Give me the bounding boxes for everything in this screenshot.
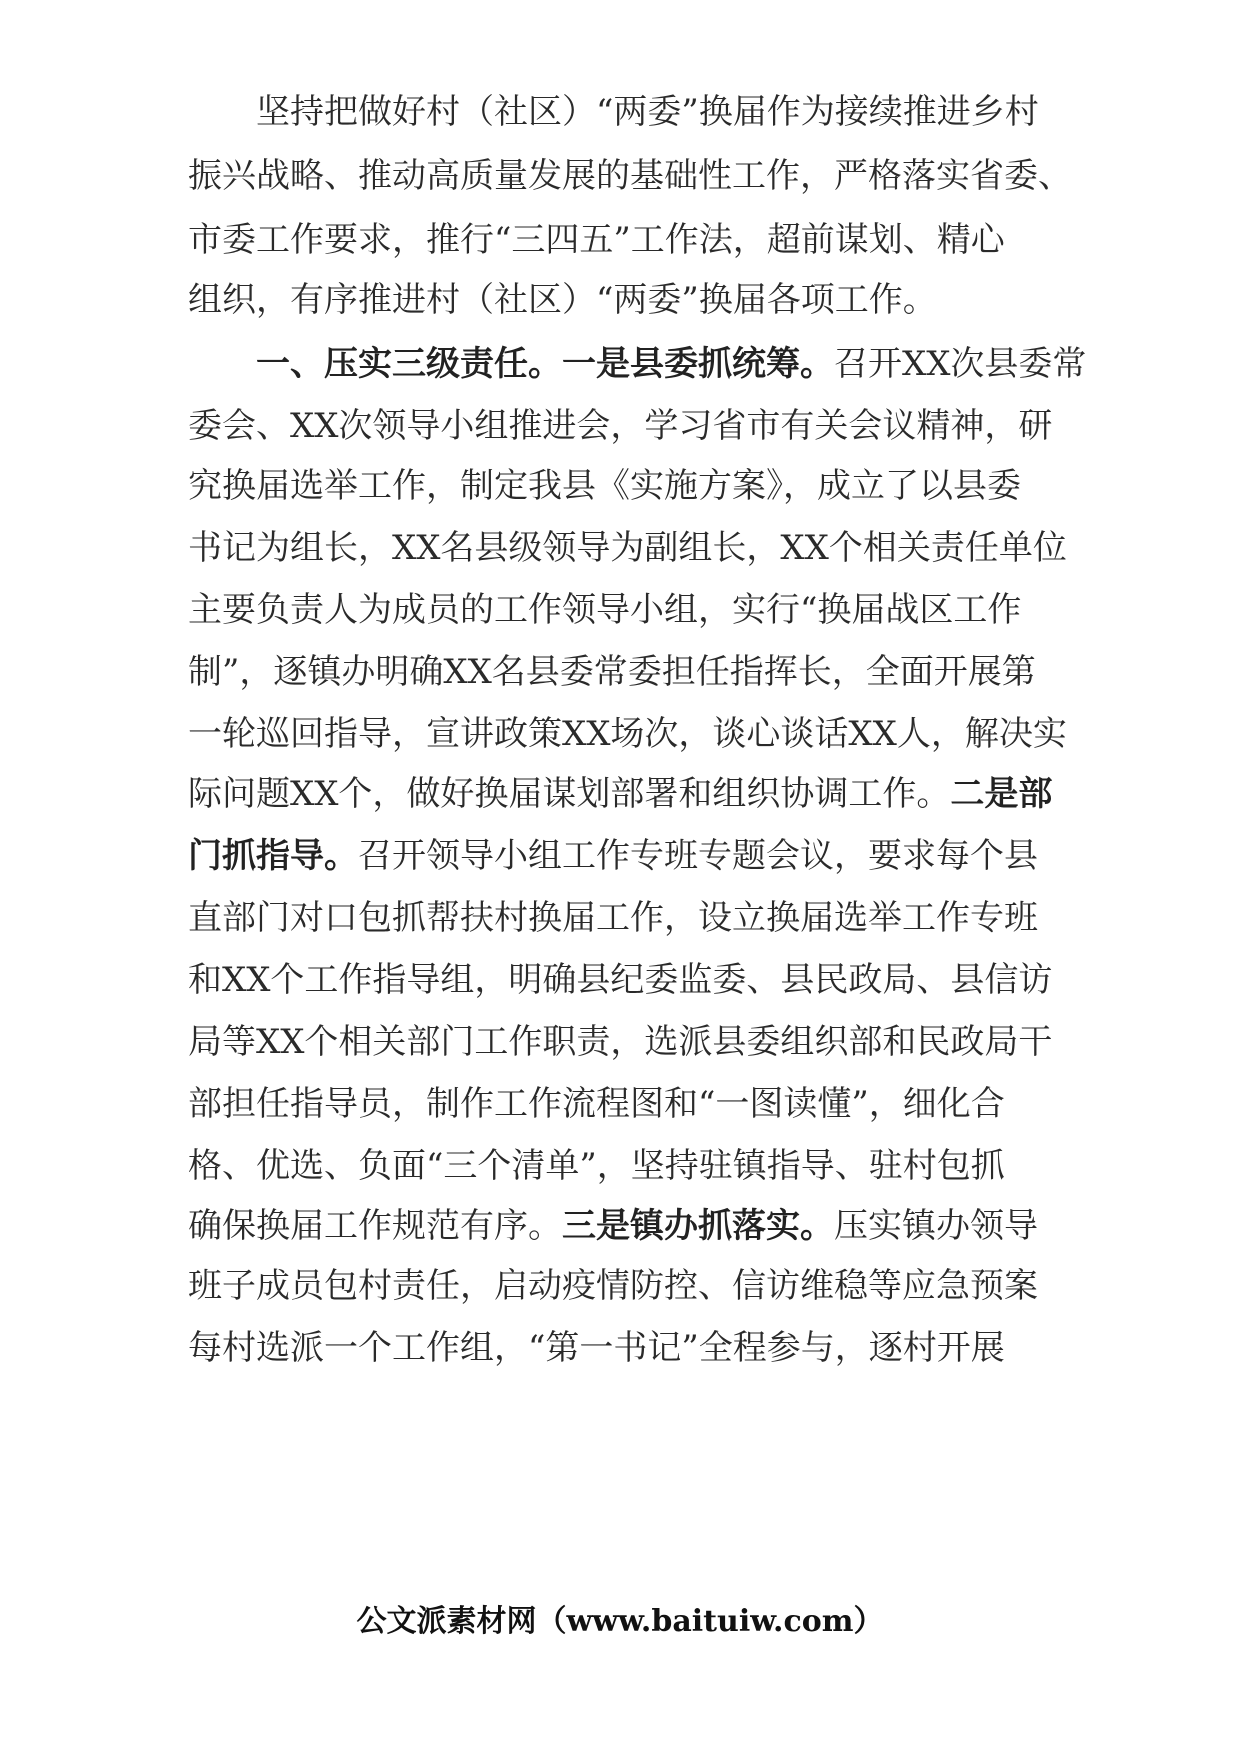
paragraph-line: 班子成员包村责任，启动疫情防控、信访维稳等应急预案: [188, 1266, 1038, 1306]
body-text: 召开XX次县委常: [834, 344, 1087, 384]
paragraph-line: 委会、XX次领导小组推进会，学习省市有关会议精神，研: [188, 406, 1053, 446]
paragraph-line: 主要负责人为成员的工作领导小组，实行“换届战区工作: [188, 590, 1022, 630]
paragraph-line: 制”，逐镇办明确XX名县委常委担任指挥长，全面开展第: [188, 652, 1036, 692]
paragraph-line: 局等XX个相关部门工作职责，选派县委组织部和民政局干: [188, 1022, 1053, 1062]
body-text: 际问题XX个，做好换届谋划部署和组织协调工作。: [188, 774, 951, 814]
paragraph-line: 格、优选、负面“三个清单”，坚持驻镇指导、驻村包抓: [188, 1146, 1005, 1186]
subheading: 门抓指导。: [188, 836, 358, 876]
paragraph-line: 组织，有序推进村（社区）“两委”换届各项工作。: [188, 280, 937, 320]
paragraph-line: 每村选派一个工作组，“第一书记”全程参与，逐村开展: [188, 1328, 1005, 1368]
subheading: 三是镇办抓落实。: [562, 1206, 834, 1246]
body-text: 召开领导小组工作专班专题会议，要求每个县: [358, 836, 1038, 876]
paragraph-line: 部担任指导员，制作工作流程图和“一图读懂”，细化合: [188, 1084, 1005, 1124]
paragraph-line: [188, 1196, 1038, 1256]
section-heading: 一、压实三级责任。一是县委抓统筹。: [188, 344, 834, 384]
paragraph-line: 市委工作要求，推行“三四五”工作法，超前谋划、精心: [188, 220, 1005, 260]
paragraph-line: 振兴战略、推动高质量发展的基础性工作，严格落实省委、: [188, 156, 1072, 196]
subheading: 二是部: [950, 774, 1053, 814]
paragraph-line: 坚持把做好村（社区）“两委”换届作为接续推进乡村: [188, 92, 1039, 132]
body-text: 压实镇办领导: [834, 1206, 1038, 1246]
paragraph-line: [188, 764, 1052, 824]
paragraph-line: 和XX个工作指导组，明确县纪委监委、县民政局、县信访: [188, 960, 1053, 1000]
body-text: 确保换届工作规范有序。: [188, 1206, 562, 1246]
paragraph-line: 直部门对口包抓帮扶村换届工作，设立换届选举工作专班: [188, 898, 1038, 938]
page-footer: 公文派素材网（www.baituiw.com）: [356, 1604, 884, 1639]
paragraph-line: 书记为组长，XX名县级领导为副组长，XX个相关责任单位: [188, 528, 1067, 568]
paragraph-line: [188, 826, 1038, 886]
paragraph-line: 究换届选举工作，制定我县《实施方案》，成立了以县委: [188, 466, 1021, 506]
paragraph-line: 一轮巡回指导，宣讲政策XX场次，谈心谈话XX人，解决实: [188, 714, 1067, 754]
paragraph-line: [188, 334, 1086, 394]
